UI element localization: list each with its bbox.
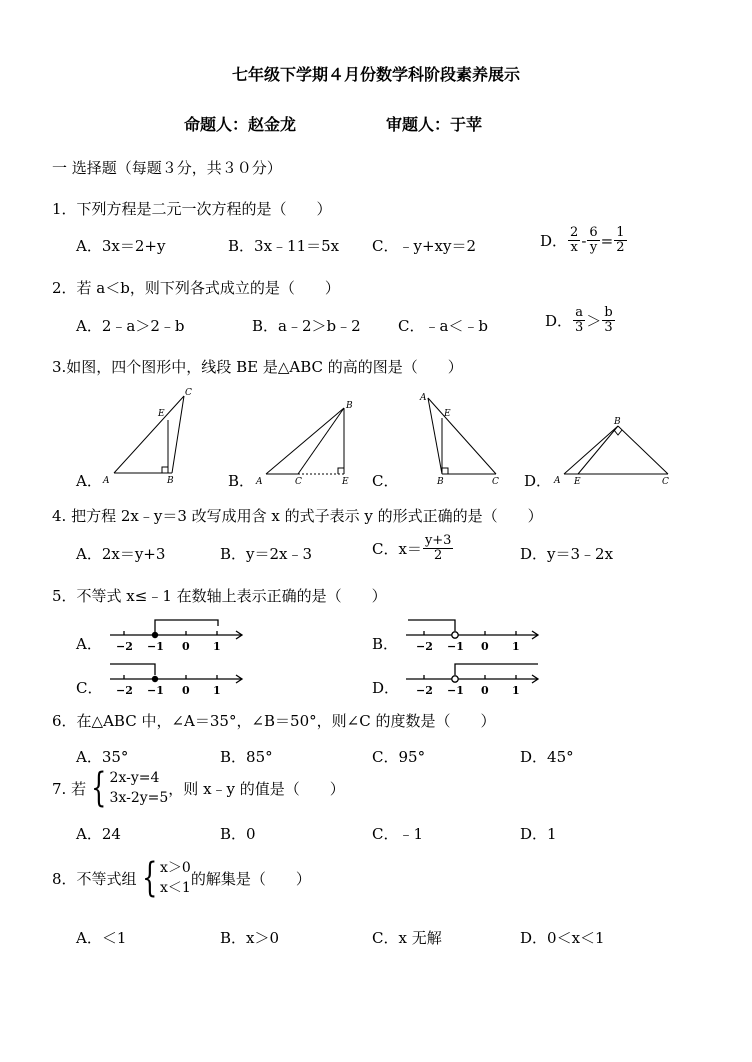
q8-option-a[interactable]: A．＜1	[76, 929, 127, 947]
q5-numberline-a	[108, 616, 248, 654]
q7-eq2: 3x-2y=5	[109, 790, 169, 806]
q2-option-d[interactable]	[545, 306, 616, 335]
q2-d-label: D．	[545, 312, 573, 330]
fig-a-label-c: C	[185, 388, 192, 398]
q6-stem: 6．在△ABC 中，∠A＝35°，∠B＝50°，则∠C 的度数是（ ）	[52, 712, 496, 730]
q5a-closed-dot	[152, 632, 158, 638]
q7-prefix: 7. 若	[52, 779, 87, 798]
q4-c-label: C．x＝	[372, 540, 422, 558]
q7-eq1: 2x-y=4	[109, 770, 160, 786]
q5c-closed-dot	[152, 676, 158, 682]
q8-eq1: x＞0	[160, 860, 191, 876]
q8-eq2: x＜1	[160, 880, 191, 896]
q8-option-b[interactable]: B．x＞0	[220, 929, 280, 947]
q1-option-b[interactable]: B．3x﹣11＝5x	[228, 237, 340, 255]
q7-option-a[interactable]: A．24	[76, 825, 121, 843]
q7-option-b[interactable]: B．0	[220, 825, 256, 843]
svg-text:−1: −1	[447, 640, 464, 653]
svg-text:0: 0	[481, 684, 489, 697]
q7-suffix: ，则 x﹣y 的值是（ ）	[168, 779, 345, 798]
q5d-open-dot	[452, 676, 458, 682]
q5-numberline-c	[108, 660, 248, 698]
q6-option-d[interactable]: D．45°	[520, 748, 574, 766]
q1-d-minus: -	[581, 231, 587, 250]
q4-option-b[interactable]: B．y＝2x﹣3	[220, 545, 313, 563]
q5-option-a[interactable]: A．	[76, 635, 102, 653]
q4-stem: 4. 把方程 2x﹣y＝3 改写成用含 x 的式子表示 y 的形式正确的是（ ）	[52, 507, 543, 525]
q3-figure-a	[100, 386, 200, 486]
left-brace-icon: {	[141, 855, 157, 901]
fig-b-label-a: A	[256, 477, 263, 486]
q5-option-b[interactable]: B．	[372, 635, 399, 653]
svg-text:1: 1	[213, 640, 221, 653]
q4-c-frac: $\frac{y+3}{2}$	[424, 533, 452, 563]
q6-option-b[interactable]: B．85°	[220, 748, 273, 766]
fig-c-label-b: B	[437, 477, 444, 486]
fig-d-label-c: C	[662, 477, 669, 486]
section-heading: 一 选择题（每题３分，共３０分）	[52, 159, 282, 177]
q8-prefix: 8．不等式组	[52, 869, 137, 888]
svg-text:0: 0	[481, 640, 489, 653]
q3-option-a[interactable]: A．	[76, 472, 102, 490]
q5-numberline-b	[404, 616, 544, 654]
svg-text:−2: −2	[416, 684, 433, 697]
q2-option-c[interactable]: C．﹣a＜﹣b	[398, 317, 489, 335]
svg-text:1: 1	[512, 640, 520, 653]
q3-option-d[interactable]: D．	[524, 472, 552, 490]
q4-option-d[interactable]: D．y＝3﹣2x	[520, 545, 614, 563]
svg-text:0: 0	[182, 684, 190, 697]
fig-a-label-b: B	[167, 476, 174, 486]
svg-text:−2: −2	[116, 684, 133, 697]
q3-option-b[interactable]: B．	[228, 472, 255, 490]
q1-option-c[interactable]: C．﹣y+xy＝2	[372, 237, 476, 255]
q2-d-frac2: $\frac{b}{3}$	[604, 305, 613, 335]
q1-stem: 1．下列方程是二元一次方程的是（ ）	[52, 200, 332, 218]
fig-d-label-b: B	[614, 417, 621, 427]
q3-figure-c	[412, 388, 512, 486]
q1-d-label: D．	[540, 232, 568, 250]
q5-stem: 5．不等式 x≤﹣1 在数轴上表示正确的是（ ）	[52, 587, 387, 605]
author-line: 命题人：赵金龙	[184, 115, 297, 134]
q3-option-c[interactable]: C．	[372, 472, 399, 490]
q7-option-d[interactable]: D．1	[520, 825, 557, 843]
q2-d-frac1: $\frac{a}{3}$	[575, 305, 584, 335]
q8-system	[137, 855, 191, 901]
svg-text:0: 0	[182, 640, 190, 653]
q2-d-gt: ＞	[586, 312, 602, 330]
fig-c-label-e: E	[444, 409, 451, 419]
q4-option-a[interactable]: A．2x＝y+3	[76, 545, 166, 563]
fig-b-label-c: C	[295, 477, 302, 486]
fig-b-label-e: E	[342, 477, 349, 486]
svg-text:−2: −2	[116, 640, 133, 653]
reviewer-line: 审题人：于苹	[386, 115, 483, 134]
q5b-open-dot	[452, 632, 458, 638]
svg-text:−1: −1	[447, 684, 464, 697]
q1-option-a[interactable]: A．3x＝2+y	[76, 237, 166, 255]
svg-text:−1: −1	[147, 684, 164, 697]
q8-option-d[interactable]: D．0＜x＜1	[520, 929, 605, 947]
q5-option-c[interactable]: C．	[76, 679, 103, 697]
q2-option-b[interactable]: B．a﹣2＞b﹣2	[252, 317, 361, 335]
q7-option-c[interactable]: C．﹣1	[372, 825, 424, 843]
q3-figure-b	[252, 396, 362, 486]
fig-b-label-b: B	[346, 401, 353, 411]
q1-d-frac3: $\frac{1}{2}$	[616, 225, 625, 255]
page-title: 七年级下学期４月份数学科阶段素养展示	[231, 65, 520, 84]
q7-system	[86, 765, 169, 811]
fig-d-label-e: E	[574, 477, 581, 486]
svg-text:−1: −1	[147, 640, 164, 653]
q2-option-a[interactable]: A．2﹣a＞2﹣b	[76, 317, 185, 335]
svg-text:−2: −2	[416, 640, 433, 653]
svg-text:1: 1	[213, 684, 221, 697]
left-brace-icon: {	[91, 765, 107, 811]
q3-figure-d	[550, 412, 680, 486]
svg-text:1: 1	[512, 684, 520, 697]
fig-d-label-a: A	[554, 476, 561, 486]
q8-option-c[interactable]: C．x 无解	[372, 929, 442, 947]
q8-suffix: 的解集是（ ）	[190, 869, 311, 888]
q6-option-c[interactable]: C．95°	[372, 748, 426, 766]
fig-c-label-c: C	[492, 477, 499, 486]
fig-a-label-e: E	[158, 409, 165, 419]
q3-stem: 3.如图，四个图形中，线段 BE 是△ABC 的高的图是（ ）	[52, 358, 463, 376]
q6-option-a[interactable]: A．35°	[76, 748, 129, 766]
fig-c-label-a: A	[420, 393, 427, 403]
q7-stem	[52, 765, 345, 811]
q1-d-frac1: $\frac{2}{x}$	[570, 225, 579, 255]
fig-a-label-a: A	[103, 476, 110, 486]
q2-stem: 2．若 a＜b，则下列各式成立的是（ ）	[52, 279, 340, 297]
q1-d-eq: =	[600, 231, 614, 250]
q1-option-d[interactable]	[540, 226, 628, 255]
q4-option-c[interactable]	[372, 534, 454, 563]
q5-option-d[interactable]: D．	[372, 679, 400, 697]
q1-d-frac2: $\frac{6}{y}$	[589, 225, 598, 255]
q5-numberline-d	[404, 660, 544, 698]
q8-stem	[52, 855, 311, 901]
